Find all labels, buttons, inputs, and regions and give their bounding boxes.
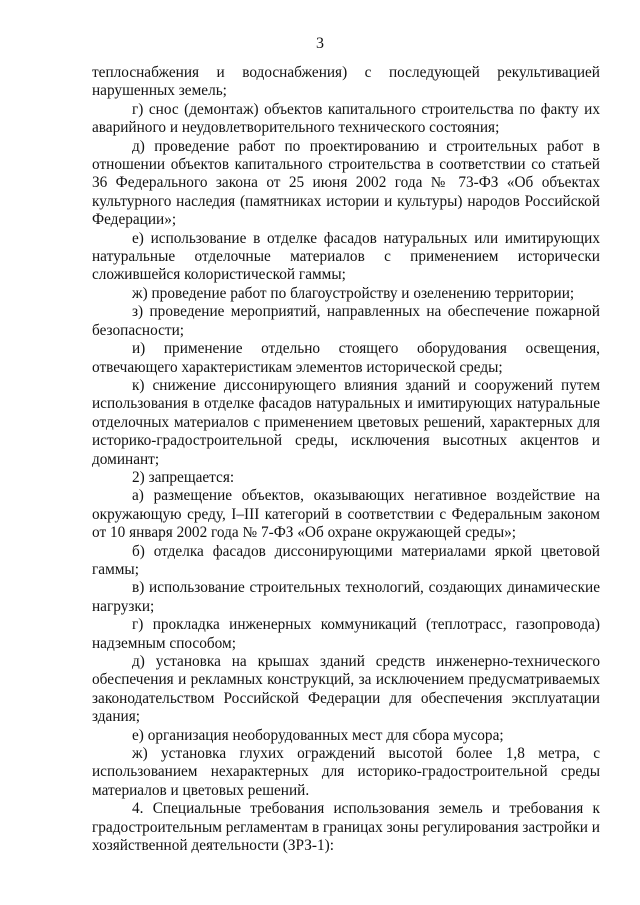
paragraph-item-e-facade-finishing: е) использование в отделке фасадов натуральных или имитирующих натуральные отделочные материалов с применением исторически сложившейся колористической гаммы; [92, 229, 600, 284]
paragraph-prohibited-a: а) размещение объектов, оказывающих негативное воздействие на окружающую среду, I–III категорий в соответствии с Федеральным законом от 10 января 2002 года № 7-ФЗ «Об охране окружающей среды»; [92, 487, 600, 542]
paragraph-item-i-lighting: и) применение отдельно стоящего оборудования освещения, отвечающего характеристикам элементов исторической среды; [92, 340, 600, 376]
page-number: 3 [316, 35, 324, 52]
paragraph-prohibited-g: г) прокладка инженерных коммуникаций (теплотрасс, газопровода) надземным способом; [92, 616, 600, 652]
paragraph-prohibited-b: б) отделка фасадов диссонирующими материалами яркой цветовой гаммы; [92, 542, 600, 578]
paragraph-prohibited-heading: 2) запрещается: [132, 468, 235, 486]
paragraph-item-d-design-works: д) проведение работ по проектированию и строительных работ в отношении объектов капитального строительства в соответствии со статьей 36 Федерального закона от 25 июня 2002 года № 73-ФЗ «Об объектах культурного наследия (памятниках истории и культуры) народов Российской Федерации»; [92, 137, 600, 229]
paragraph-prohibited-e: е) организация необорудованных мест для сбора мусора; [132, 726, 504, 744]
paragraph-prohibited-v: в) использование строительных технологий, создающих динамические нагрузки; [92, 579, 600, 615]
paragraph-item-k-dissonance-reduction: к) снижение диссонирующего влияния зданий и сооружений путем использования в отделке фасадов натуральных и имитирующих натуральные отделочных материалов с применением цветовых решений, характерных для историко-градостроительной среды, исключения высотных акцентов и доминант; [92, 376, 600, 468]
paragraph-item-z-fire-safety: з) проведение мероприятий, направленных на обеспечение пожарной безопасности; [92, 303, 600, 339]
paragraph-continuation: теплоснабжения и водоснабжения) с последующей рекультивацией нарушенных земель; [92, 64, 600, 100]
paragraph-item-zh-landscaping: ж) проведение работ по благоустройству и озеленению территории; [132, 284, 575, 302]
paragraph-prohibited-d: д) установка на крышах зданий средств инженерно-технического обеспечения и рекламных конструкций, за исключением предусматриваемых законодательством Российской Федерации для обеспечения эксплуатации здания; [92, 653, 600, 726]
paragraph-prohibited-zh: ж) установка глухих ограждений высотой более 1,8 метра, с использованием нехарактерных для историко-градостроительной среды материалов и цветовых решений. [92, 745, 600, 799]
paragraph-section-4: 4. Специальные требования использования земель и требования к градостроительным регламентам в границах зоны регулирования застройки и хозяйственной деятельности (ЗРЗ-1): [92, 800, 600, 855]
paragraph-item-g-demolition: г) снос (демонтаж) объектов капитального строительства по факту их аварийного и неудовлетворительного технического состояния; [92, 100, 600, 137]
document-body [92, 64, 600, 855]
